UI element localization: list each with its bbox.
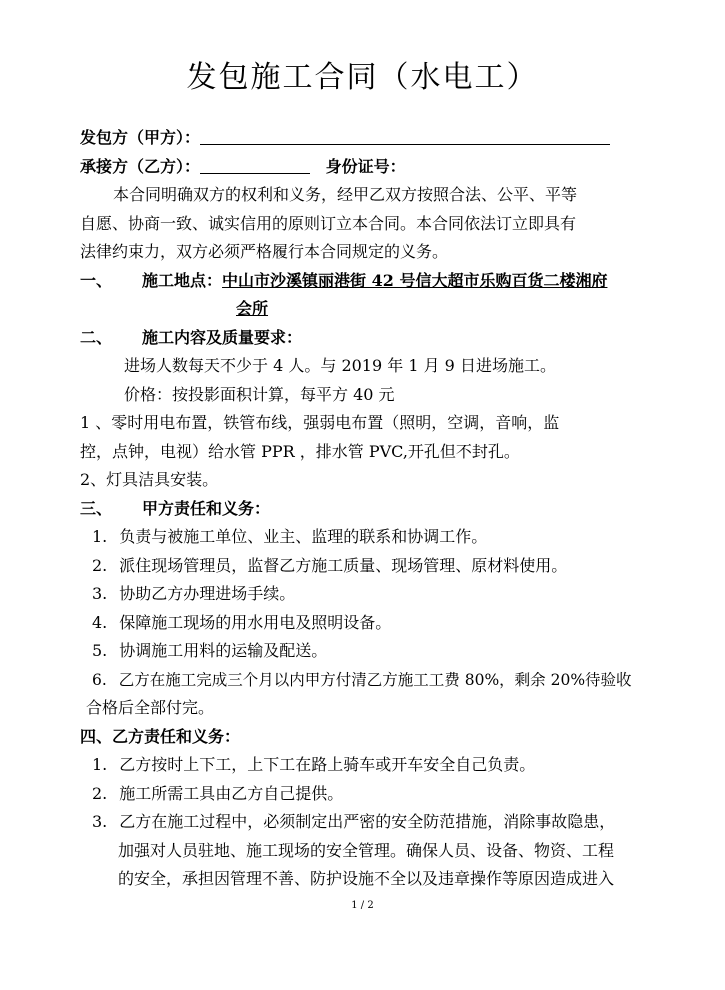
party-a-row bbox=[80, 128, 610, 148]
section-2-line: 价格：按投影面积计算，每平方 40 元 bbox=[124, 385, 395, 404]
party-a-blank bbox=[200, 128, 610, 145]
list-item: 3. 乙方在施工过程中，必须制定出严密的安全防范措施，消除事故隐患， bbox=[92, 812, 616, 831]
section-2-line: 2、灯具洁具安装。 bbox=[80, 470, 219, 489]
party-b-blank bbox=[200, 157, 310, 174]
intro-line: 自愿、协商一致、诚实信用的原则订立本合同。本合同依法订立即具有 bbox=[80, 214, 577, 233]
section-2-number: 二、 bbox=[80, 328, 113, 347]
site-address: 中山市沙溪镇丽港街 42 号信大超市乐购百货二楼湘府 bbox=[222, 271, 608, 290]
section-2-heading bbox=[80, 328, 302, 348]
list-item: 6. 乙方在施工完成三个月以内甲方付清乙方施工工费 80%，剩余 20%待验收 bbox=[92, 671, 632, 689]
list-item: 5. 协调施工用料的运输及配送。 bbox=[92, 641, 328, 660]
list-item: 1. 乙方按时上下工，上下工在路上骑车或开车安全自己负责。 bbox=[92, 755, 536, 774]
section-3-heading bbox=[80, 499, 270, 519]
page-number: 1 / 2 bbox=[351, 900, 374, 911]
section-3-number: 三、 bbox=[80, 499, 113, 518]
list-item: 1. 负责与被施工单位、业主、监理的联系和协调工作。 bbox=[92, 527, 488, 546]
list-item-cont: 加强对人员驻地、施工现场的安全管理。确保人员、设备、物资、工程 bbox=[118, 841, 615, 860]
intro-line: 本合同明确双方的权利和义务，经甲乙双方按照合法、公平、平等 bbox=[113, 185, 578, 204]
section-2-line: 进场人数每天不少于 4 人。与 2019 年 1 月 9 日进场施工。 bbox=[124, 356, 556, 375]
section-1-number: 一、 bbox=[80, 271, 113, 290]
id-number-label: 身份证号： bbox=[325, 157, 406, 176]
party-b-row bbox=[80, 157, 406, 177]
intro-line: 法律约束力，双方必须严格履行本合同规定的义务。 bbox=[80, 242, 449, 261]
site-address-cont: 会所 bbox=[236, 299, 269, 318]
document-title: 发包施工合同（水电工） bbox=[186, 60, 539, 95]
section-2-label: 施工内容及质量要求： bbox=[142, 328, 303, 347]
list-item-cont: 合格后全部付完。 bbox=[86, 698, 215, 717]
section-2-line: 控，点钟，电视）给水管 PPR ，排水管 PVC,开孔但不封孔。 bbox=[80, 442, 520, 461]
list-item: 2. 派住现场管理员，监督乙方施工质量、现场管理、原材料使用。 bbox=[92, 556, 568, 575]
party-b-label: 承接方（乙方）： bbox=[80, 157, 201, 176]
list-item: 4. 保障施工现场的用水用电及照明设备。 bbox=[92, 613, 392, 632]
section-1-heading bbox=[80, 271, 607, 291]
party-a-label: 发包方（甲方）： bbox=[80, 128, 201, 147]
section-1-label: 施工地点： bbox=[142, 271, 223, 290]
list-item-cont: 的安全，承担因管理不善、防护设施不全以及违章操作等原因造成进入 bbox=[118, 869, 615, 888]
section-4-heading: 四、乙方责任和义务： bbox=[80, 727, 241, 746]
list-item: 3. 协助乙方办理进场手续。 bbox=[92, 584, 296, 603]
list-item: 2. 施工所需工具由乙方自己提供。 bbox=[92, 784, 344, 803]
section-2-line: 1 、零时用电布置，铁管布线，强弱电布置（照明，空调，音响，监 bbox=[80, 413, 560, 432]
section-3-label: 甲方责任和义务： bbox=[142, 499, 271, 518]
